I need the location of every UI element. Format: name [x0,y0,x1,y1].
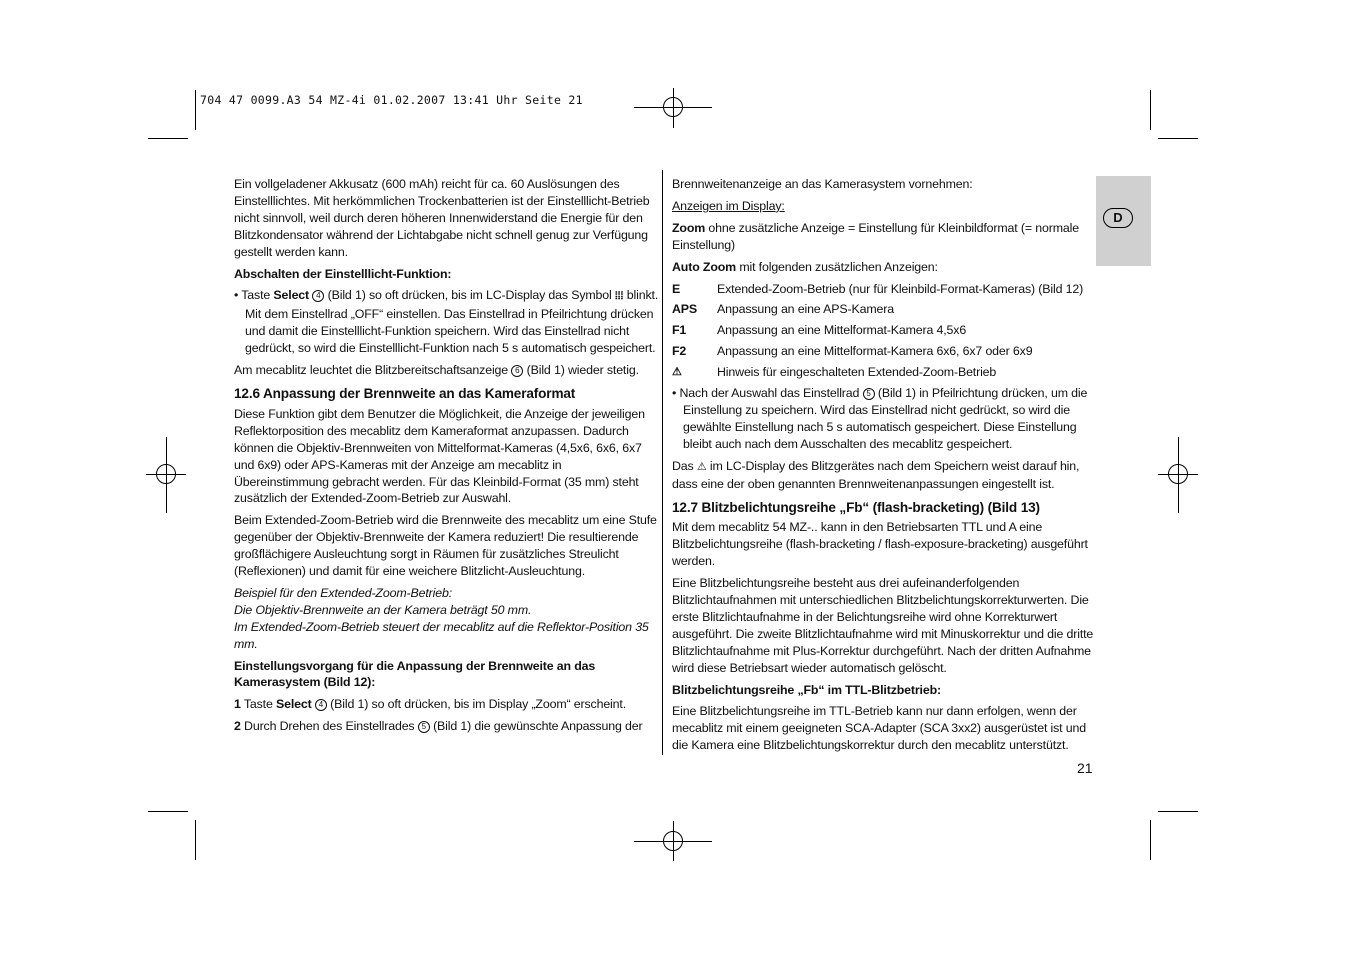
list-item: ⚠ Hinweis für eingeschalteten Extended-Zoom-Betrieb [672,365,997,380]
paragraph: Beim Extended-Zoom-Betrieb wird die Brennweite des mecablitz um eine Stufe gegenüber der Objektiv-Brennweite der Kamera reduziert! Die resultierende großflächigere Ausleuchtung sorgt in Räumen für zusätzliches Streulicht (Reflexionen) und damit für eine weichere Blitzlicht-Ausleuchtung. [234,513,657,579]
crop-mark [148,138,188,139]
crop-mark [1150,90,1151,130]
flash-symbol: ⵂⵂⵂ [614,291,624,303]
circled-number: 4 [312,290,324,302]
subheading: Blitzbelichtungsreihe „Fb“ im TTL-Blitzbetrieb: [672,682,941,697]
paragraph: Ein vollgeladener Akkusatz (600 mAh) reicht für ca. 60 Auslösungen des Einstelllichtes. Mit herkömmlichen Trockenbatterien ist der Einstelllicht-Betrieb nicht sinnvoll, weil durch deren höheren Innenwiderstand die Energie für den Blitzkondensator während der Lichtabgabe nicht schnell genug zur Verfügung gestellt werden kann. [234,177,650,259]
right-column [672,176,1094,759]
circled-number: 5 [863,388,875,400]
circled-number: 4 [315,699,327,711]
example-block: Beispiel für den Extended-Zoom-Betrieb: Die Objektiv-Brennweite an der Kamera beträgt 50 mm. Im Extended-Zoom-Betrieb steuert der mecablitz auf die Reflektor-Position 35 mm. [234,585,649,651]
paragraph: Das ⚠ im LC-Display des Blitzgerätes nach dem Speichern weist darauf hin, dass eine der oben genannten Brennweitenanpassungen eingestellt ist. [672,458,1080,491]
paragraph: Zoom ohne zusätzliche Anzeige = Einstellung für Kleinbildformat (= normale Einstellung) [672,220,1079,252]
section-heading: 12.6 Anpassung der Brennweite an das Kameraformat [234,385,576,401]
paragraph: Am mecablitz leuchtet die Blitzbereitschaftsanzeige 6 (Bild 1) wieder stetig. [234,363,639,378]
paragraph: Eine Blitzbelichtungsreihe im TTL-Betrieb kann nur dann erfolgen, wenn der mecablitz mit einem geeigneten SCA-Adapter (SCA 3xx2) ausgerüstet ist und die Kamera eine Blitzbelichtungskorrektur durch den mecablitz unterstützt. [672,704,1086,753]
circled-number: 5 [418,721,430,733]
display-indicator-list [672,281,1094,382]
step-1: 1 Taste Select 4 (Bild 1) so oft drücken, bis im Display „Zoom“ erscheint. [234,697,626,712]
crop-mark [148,811,188,812]
crop-mark [1158,811,1198,812]
paragraph: Brennweitenanzeige an das Kamerasystem vornehmen: [672,177,973,191]
page-number: 21 [1077,760,1093,776]
print-slug: 704 47 0099.A3 54 MZ-4i 01.02.2007 13:41 Uhr Seite 21 [200,93,583,107]
step-2: 2 Durch Drehen des Einstellrades 5 (Bild 1) die gewünschte Anpassung der [234,719,643,734]
crop-mark [1150,820,1151,860]
section-heading: 12.7 Blitzbelichtungsreihe „Fb“ (flash-bracketing) (Bild 13) [672,499,1040,515]
list-item: F2 Anpassung an eine Mittelformat-Kamera 6x6, 6x7 oder 6x9 [672,344,1033,359]
subheading-underlined: Anzeigen im Display: [672,198,785,213]
bullet-item: • Nach der Auswahl das Einstellrad 5 (Bild 1) in Pfeilrichtung drücken, um die Einstellung zu speichern. Wird das Einstellrad nicht gedrückt, so wird die gewählte Einstellung nach 5 s automatisch gespeichert. Diese Einstellung bleibt auch nach dem Ausschalten des mecablitz gespeichert. [672,386,1088,451]
warning-icon: ⚠ [672,366,682,379]
list-item: APS Anpassung an eine APS-Kamera [672,302,894,317]
paragraph: Mit dem mecablitz 54 MZ-.. kann in den Betriebsarten TTL und A eine Blitzbelichtungsreihe (flash-bracketing / flash-exposure-bracketing) ausgeführt werden. [672,520,1088,569]
circled-number: 6 [511,365,523,377]
list-item: E Extended-Zoom-Betrieb (nur für Kleinbild-Format-Kameras) (Bild 12) [672,281,1084,296]
language-tab [1096,176,1151,266]
subheading: Abschalten der Einstelllicht-Funktion: [234,266,452,281]
warning-icon: ⚠ [696,460,707,473]
paragraph: Diese Funktion gibt dem Benutzer die Möglichkeit, die Anzeige der jeweiligen Reflektorposition des mecablitz dem Kameraformat anzupassen. Dadurch können die Objektiv-Brennweiten von Mittelformat-Kameras (4,5x6, 6x6, 6x7 und 6x9) oder APS-Kameras mit der Anzeige am mecablitz in Übereinstimmung gebracht werden. Für das Kleinbild-Format (35 mm) steht zusätzlich der Extended-Zoom-Betrieb zur Auswahl. [234,406,645,506]
list-item: F1 Anpassung an eine Mittelformat-Kamera 4,5x6 [672,323,967,338]
bullet-item: • Taste Select 4 (Bild 1) so oft drücken, bis im LC-Display das Symbol ⵂⵂⵂ blinkt. Mit dem Einstellrad „OFF“ einstellen. Das Einstellrad in Pfeilrichtung drücken und damit die Einstelllicht-Funktion speichern. Wird das Einstellrad nicht gedrückt, so wird die Einstelllicht-Funktion nach 5 s automatisch gespeichert. [234,288,659,356]
subheading: Einstellungsvorgang für die Anpassung der Brennweite an das Kamerasystem (Bild 12): [234,658,596,690]
crop-mark [1158,138,1198,139]
crop-mark [195,820,196,860]
column-divider [662,170,663,755]
crop-mark [195,90,196,130]
left-column [234,176,659,740]
language-badge: D [1103,208,1133,228]
paragraph: Eine Blitzbelichtungsreihe besteht aus drei aufeinanderfolgenden Blitzlichtaufnahmen mit unterschiedlichen Blitzbelichtungskorrekturwerten. Die erste Blitzlichtaufnahme in der Belichtungsreihe wird ohne Korrekturwert ausgeführt. Die zweite Blitzlichtaufnahme wird mit Minuskorrektur und die dritte Blitzlichtaufnahme mit Plus-Korrektur durchgeführt. Nach der dritten Aufnahme wird diese Betriebsart wieder automatisch gelöscht. [672,576,1094,675]
paragraph: Auto Zoom mit folgenden zusätzlichen Anzeigen: [672,259,938,274]
